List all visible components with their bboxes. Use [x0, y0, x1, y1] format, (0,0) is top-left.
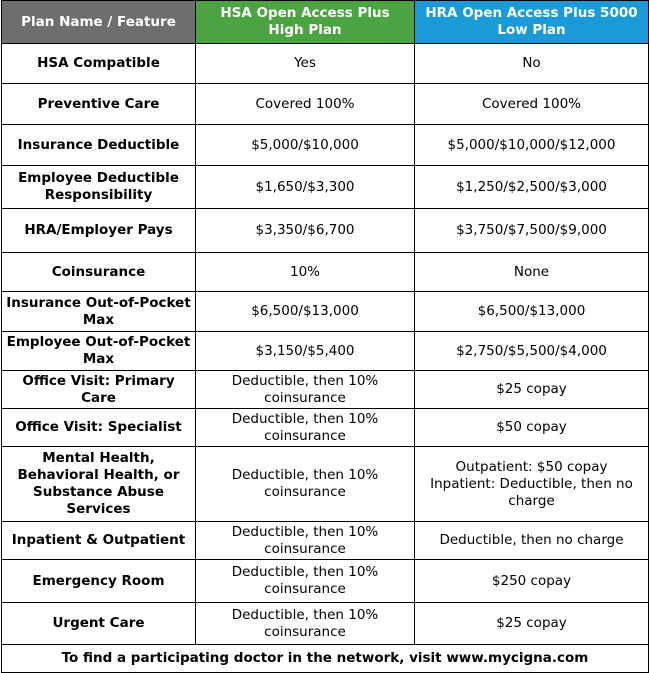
cell-text-line: coinsurance: [264, 540, 346, 557]
hsa-value-cell: [196, 209, 415, 253]
feature-cell: [2, 409, 196, 447]
table-row: [2, 84, 649, 125]
cell-text-line: Employee Deductible: [18, 170, 179, 186]
cell-text-line: Insurance Out-of-Pocket: [6, 294, 191, 311]
feature-cell: [2, 44, 196, 84]
feature-cell: [2, 522, 196, 560]
header-hra-line-2: Low Plan: [497, 22, 566, 38]
cell-text-line: Max: [82, 351, 115, 367]
cell-text-line: Responsibility: [44, 187, 153, 203]
table-row: [2, 371, 649, 409]
header-hra-plan: [415, 1, 649, 44]
hra-value-cell: [415, 409, 649, 447]
table-row: [2, 409, 649, 447]
hsa-value-cell: [196, 44, 415, 84]
cell-text-line: 10%: [289, 263, 320, 280]
table-row: [2, 560, 649, 603]
cell-text-line: Covered 100%: [255, 95, 355, 112]
hsa-value-cell: [196, 447, 415, 522]
cell-text-line: $6,500/$13,000: [251, 303, 359, 319]
cell-text-line: Preventive Care: [37, 95, 160, 112]
feature-cell: [2, 125, 196, 166]
cell-text-line: Yes: [294, 55, 316, 71]
cell-text-line: $25 copay: [496, 381, 567, 397]
feature-cell: [2, 332, 196, 371]
cell-text-line: Coinsurance: [51, 263, 146, 280]
hra-value-cell: [415, 125, 649, 166]
table-row: [2, 253, 649, 292]
cell-text-line: coinsurance: [264, 427, 346, 444]
hsa-value-cell: [196, 253, 415, 292]
header-hra-line-1: HRA Open Access Plus 5000: [425, 5, 638, 21]
cell-text-line: Deductible, then 10%: [231, 523, 379, 540]
cell-text-line: $6,500/$13,000: [477, 303, 586, 319]
cell-text-line: charge: [508, 492, 555, 509]
header-feature: Plan Name / Feature: [2, 1, 196, 44]
cell-text-line: Max: [82, 311, 115, 328]
cell-text-line: Deductible, then 10%: [231, 410, 379, 427]
cell-text-line: Emergency Room: [32, 572, 165, 589]
hsa-value-cell: [196, 125, 415, 166]
cell-text-line: Behavioral Health, or: [17, 467, 180, 483]
cell-text-line: coinsurance: [264, 389, 346, 406]
cell-text-line: Office Visit: Specialist: [15, 419, 182, 435]
header-hsa-line-1: HSA Open Access Plus: [220, 5, 390, 21]
cell-text-line: Covered 100%: [482, 95, 581, 112]
hsa-value-cell: [196, 84, 415, 125]
header-hsa-line-2: High Plan: [268, 22, 342, 38]
cell-text-line: Insurance Deductible: [17, 136, 180, 153]
hra-value-cell: [415, 209, 649, 253]
cell-text-line: Inpatient & Outpatient: [11, 532, 186, 548]
plan-comparison-table: [1, 0, 649, 673]
header-row: [2, 1, 649, 44]
hra-value-cell: [415, 522, 649, 560]
cell-text-line: $250 copay: [491, 572, 572, 589]
cell-text-line: coinsurance: [264, 623, 346, 640]
header-hsa-plan: [196, 1, 415, 44]
feature-cell: [2, 166, 196, 209]
feature-cell: [2, 84, 196, 125]
cell-text-line: Deductible, then 10%: [231, 606, 379, 623]
feature-cell: [2, 253, 196, 292]
hra-value-cell: [415, 166, 649, 209]
cell-text-line: Deductible, then 10%: [231, 564, 379, 580]
cell-text-line: Services: [66, 501, 131, 517]
table-row: [2, 166, 649, 209]
feature-cell: [2, 371, 196, 409]
table-row: [2, 209, 649, 253]
hra-value-cell: [415, 253, 649, 292]
cell-text-line: coinsurance: [264, 484, 346, 500]
table-row: [2, 125, 649, 166]
feature-cell: [2, 209, 196, 253]
cell-text-line: Deductible, then no charge: [439, 532, 624, 548]
hra-value-cell: [415, 371, 649, 409]
cell-text-line: $3,750/$7,500/$9,000: [456, 222, 607, 238]
cell-text-line: coinsurance: [264, 581, 346, 597]
footer-row: [2, 645, 649, 673]
feature-cell: [2, 447, 196, 522]
hra-value-cell: [415, 84, 649, 125]
feature-cell: [2, 603, 196, 645]
hsa-value-cell: [196, 332, 415, 371]
cell-text-line: $25 copay: [496, 615, 567, 631]
cell-text-line: $3,350/$6,700: [255, 222, 355, 238]
table-row: [2, 44, 649, 84]
footer-note: To find a participating doctor in the network, visit www.mycigna.com: [2, 645, 649, 673]
cell-text-line: Substance Abuse: [33, 484, 164, 500]
hra-value-cell: [415, 292, 649, 332]
cell-text-line: Inpatient: Deductible, then no: [430, 475, 633, 492]
hra-value-cell: [415, 603, 649, 645]
hsa-value-cell: [196, 409, 415, 447]
hsa-value-cell: [196, 292, 415, 332]
hsa-value-cell: [196, 560, 415, 603]
table-row: [2, 447, 649, 522]
hsa-value-cell: [196, 603, 415, 645]
cell-text-line: Urgent Care: [52, 615, 145, 631]
hsa-value-cell: [196, 371, 415, 409]
cell-text-line: HSA Compatible: [37, 55, 160, 71]
cell-text-line: $1,650/$3,300: [255, 178, 355, 195]
table-row: [2, 522, 649, 560]
cell-text-line: Employee Out-of-Pocket: [6, 334, 191, 350]
cell-text-line: $1,250/$2,500/$3,000: [456, 178, 607, 195]
hra-value-cell: [415, 560, 649, 603]
cell-text-line: Mental Health,: [42, 450, 155, 466]
cell-text-line: No: [522, 55, 541, 71]
cell-text-line: None: [513, 263, 550, 280]
feature-cell: [2, 292, 196, 332]
hra-value-cell: [415, 44, 649, 84]
cell-text-line: $5,000/$10,000/$12,000: [447, 136, 616, 153]
cell-text-line: $5,000/$10,000: [251, 136, 359, 153]
cell-text-line: HRA/Employer Pays: [24, 222, 173, 238]
hsa-value-cell: [196, 166, 415, 209]
cell-text-line: Deductible, then 10%: [231, 372, 379, 389]
hsa-value-cell: [196, 522, 415, 560]
hra-value-cell: [415, 447, 649, 522]
cell-text-line: Outpatient: $50 copay: [455, 458, 608, 475]
cell-text-line: Office Visit: Primary Care: [22, 372, 175, 406]
table-row: [2, 603, 649, 645]
table-row: [2, 292, 649, 332]
cell-text-line: $3,150/$5,400: [255, 342, 355, 359]
table-row: [2, 332, 649, 371]
hra-value-cell: [415, 332, 649, 371]
table-body: [2, 44, 649, 645]
cell-text-line: $50 copay: [496, 419, 567, 435]
cell-text-line: Deductible, then 10%: [231, 467, 379, 483]
cell-text-line: $2,750/$5,500/$4,000: [456, 342, 607, 359]
feature-cell: [2, 560, 196, 603]
